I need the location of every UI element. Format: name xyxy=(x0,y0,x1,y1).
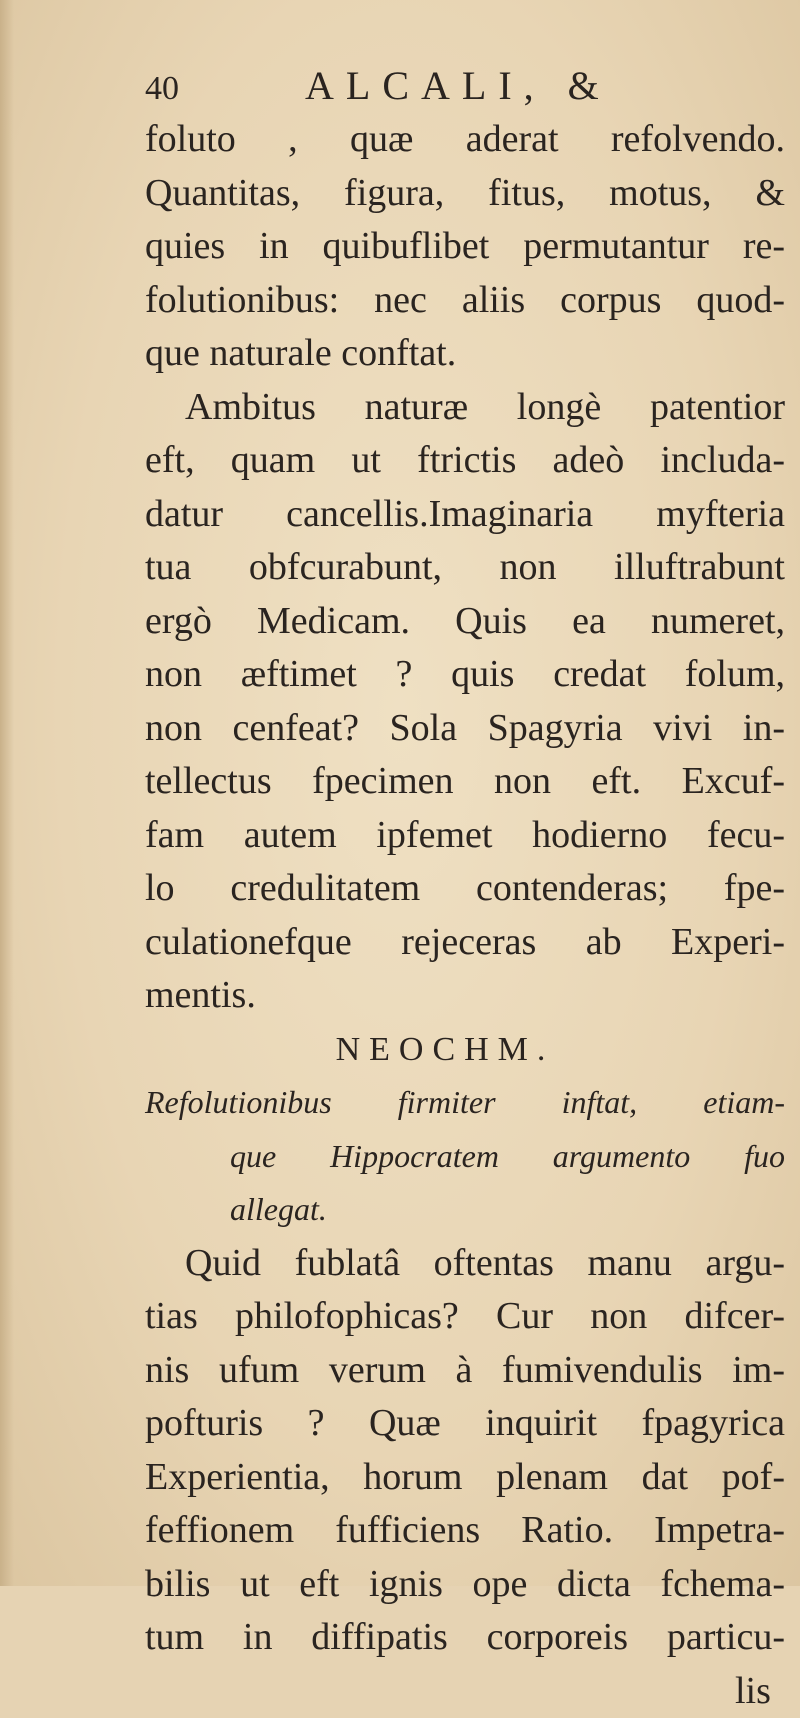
argument-line: que Hippocratem argumento fuo xyxy=(145,1130,785,1184)
page-edge-shadow xyxy=(0,0,14,1586)
page-number: 40 xyxy=(145,70,179,108)
text-line: culationefque rejeceras ab Experi- xyxy=(145,916,785,970)
text-line: pofturis ? Quæ inquirit fpagyrica xyxy=(145,1397,785,1451)
text-line: tias philofophicas? Cur non difcer- xyxy=(145,1290,785,1344)
page-header xyxy=(145,62,705,112)
text-line: bilis ut eft ignis ope dicta fchema- xyxy=(145,1558,785,1612)
text-line: non cenfeat? Sola Spagyria vivi in- xyxy=(145,702,785,756)
text-line: Ambitus naturæ longè patentior xyxy=(145,381,785,435)
text-line: mentis. xyxy=(145,969,785,1023)
section-heading: NEOCHM. xyxy=(145,1023,785,1077)
text-line: quies in quibuflibet permutantur re- xyxy=(145,220,785,274)
text-line: Experientia, horum plenam dat pof- xyxy=(145,1451,785,1505)
text-line: lo credulitatem contenderas; fpe- xyxy=(145,862,785,916)
text-line: tum in diffipatis corporeis particu- xyxy=(145,1611,785,1665)
text-line: datur cancellis.Imaginaria myfteria xyxy=(145,488,785,542)
text-line: non æftimet ? quis credat folum, xyxy=(145,648,785,702)
text-line: foluto , quæ aderat refolvendo. xyxy=(145,113,785,167)
text-line: tua obfcurabunt, non illuftrabunt xyxy=(145,541,785,595)
text-line: Quid fublatâ oftentas manu argu- xyxy=(145,1237,785,1291)
text-line: eft, quam ut ftrictis adeò includa- xyxy=(145,434,785,488)
body-text xyxy=(145,113,785,1718)
text-line: feffionem fufficiens Ratio. Impetra- xyxy=(145,1504,785,1558)
text-line: folutionibus: nec aliis corpus quod- xyxy=(145,274,785,328)
text-line: ergò Medicam. Quis ea numeret, xyxy=(145,595,785,649)
text-line: que naturale conftat. xyxy=(145,327,785,381)
argument-line: allegat. xyxy=(145,1183,785,1237)
catchword: lis xyxy=(145,1665,785,1718)
text-line: nis ufum verum à fumivendulis im- xyxy=(145,1344,785,1398)
argument-line: Refolutionibus firmiter inftat, etiam- xyxy=(145,1076,785,1130)
text-line: tellectus fpecimen non eft. Excuf- xyxy=(145,755,785,809)
text-line: Quantitas, figura, fitus, motus, & xyxy=(145,167,785,221)
text-line: fam autem ipfemet hodierno fecu- xyxy=(145,809,785,863)
running-title: ALCALI, & xyxy=(305,62,611,109)
